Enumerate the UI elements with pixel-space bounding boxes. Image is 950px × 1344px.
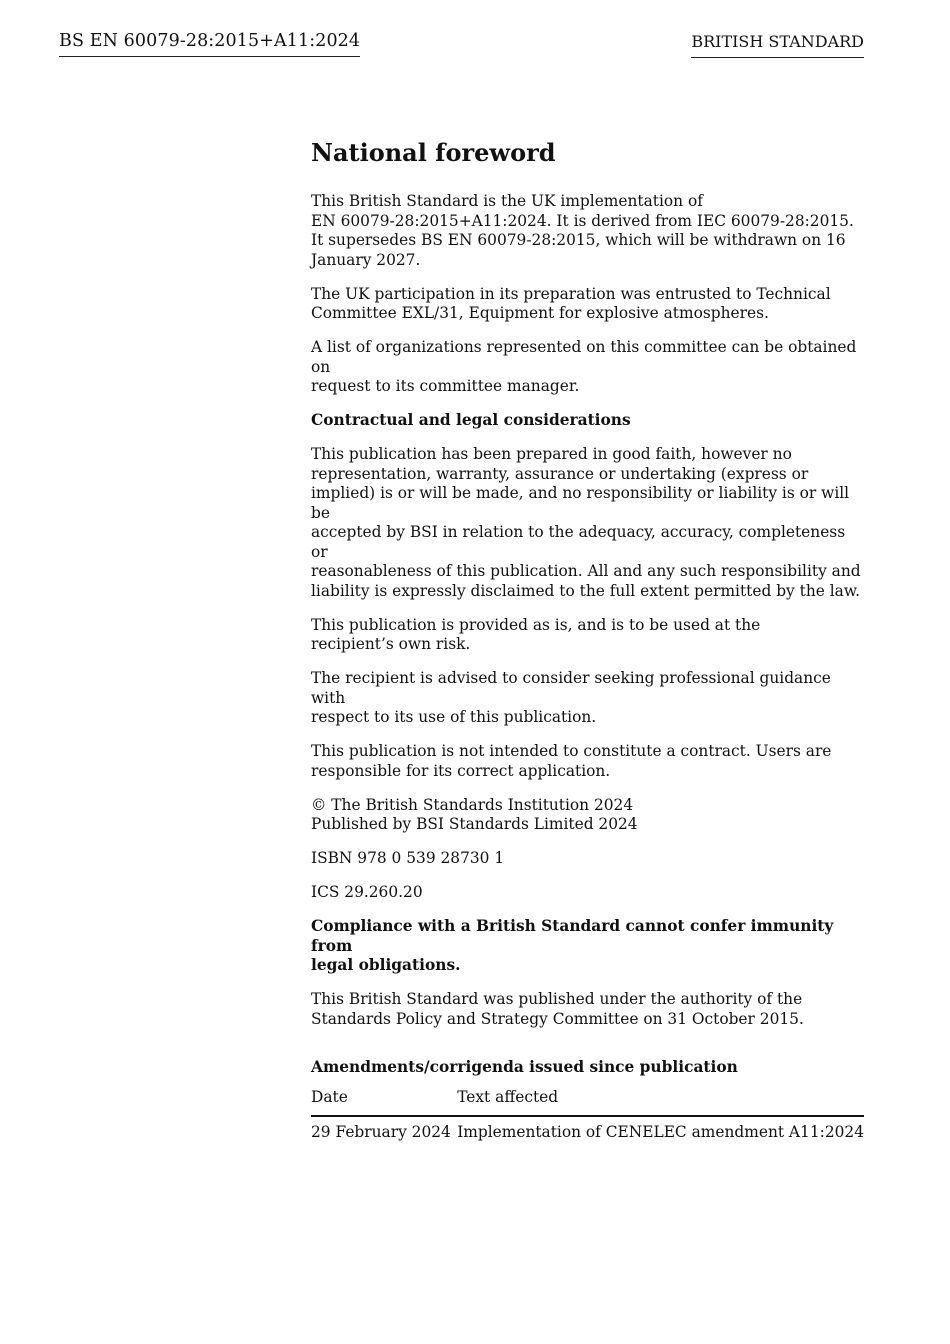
guidance-paragraph: The recipient is advised to consider seeking professional guidance with respect to its use of this publication. xyxy=(311,669,831,726)
amendments-heading: Amendments/corrigenda issued since publication xyxy=(311,1058,738,1076)
intro-paragraph: This British Standard is the UK implementation of EN 60079-28:2015+A11:2024. It is derived from IEC 60079-28:2015. It supersedes BS EN 60079-28:2015, which will be withdrawn on 16 January 2027. xyxy=(311,192,854,269)
amendment-text: Implementation of CENELEC amendment A11:2024 xyxy=(457,1123,864,1141)
column-header-text-affected: Text affected xyxy=(457,1088,864,1117)
as-is-paragraph: This publication is provided as is, and is to be used at the recipient’s own risk. xyxy=(311,615,761,653)
column-header-date: Date xyxy=(311,1088,457,1117)
table-header-row xyxy=(311,1088,864,1117)
published-authority-paragraph: This British Standard was published under the authority of the Standards Policy and Strategy Committee on 31 October 2015. xyxy=(311,990,804,1028)
contractual-heading: Contractual and legal considerations xyxy=(311,411,631,429)
table-row xyxy=(311,1116,864,1143)
ics-code: ICS 29.260.20 xyxy=(311,883,423,901)
good-faith-paragraph: This publication has been prepared in good faith, however no representation, warranty, assurance or undertaking (express or implied) is or will be made, and no responsibility or liability is or will be accepted by BSI in relation to the adequacy, accuracy, completeness or reasonableness of this publication. All and any such responsibility and liability is expressly disclaimed to the full extent permitted by the law. xyxy=(311,445,861,600)
participation-paragraph: The UK participation in its preparation was entrusted to Technical Committee EXL/31, Equipment for explosive atmospheres. xyxy=(311,284,831,322)
amendment-date: 29 February 2024 xyxy=(311,1123,451,1141)
organizations-paragraph: A list of organizations represented on this committee can be obtained on request to its committee manager. xyxy=(311,338,857,395)
page-title: National foreword xyxy=(311,138,556,167)
copyright-notice: © The British Standards Institution 2024 Published by BSI Standards Limited 2024 xyxy=(311,795,638,833)
compliance-statement: Compliance with a British Standard cannot confer immunity from legal obligations. xyxy=(311,917,834,974)
isbn: ISBN 978 0 539 28730 1 xyxy=(311,849,505,867)
document-standard-id: BS EN 60079-28:2015+A11:2024 xyxy=(59,31,360,57)
amendments-table xyxy=(311,1088,864,1143)
not-contract-paragraph: This publication is not intended to constitute a contract. Users are responsible for its correct application. xyxy=(311,742,832,780)
document-type-label: BRITISH STANDARD xyxy=(691,32,864,58)
foreword-section xyxy=(311,138,864,1143)
